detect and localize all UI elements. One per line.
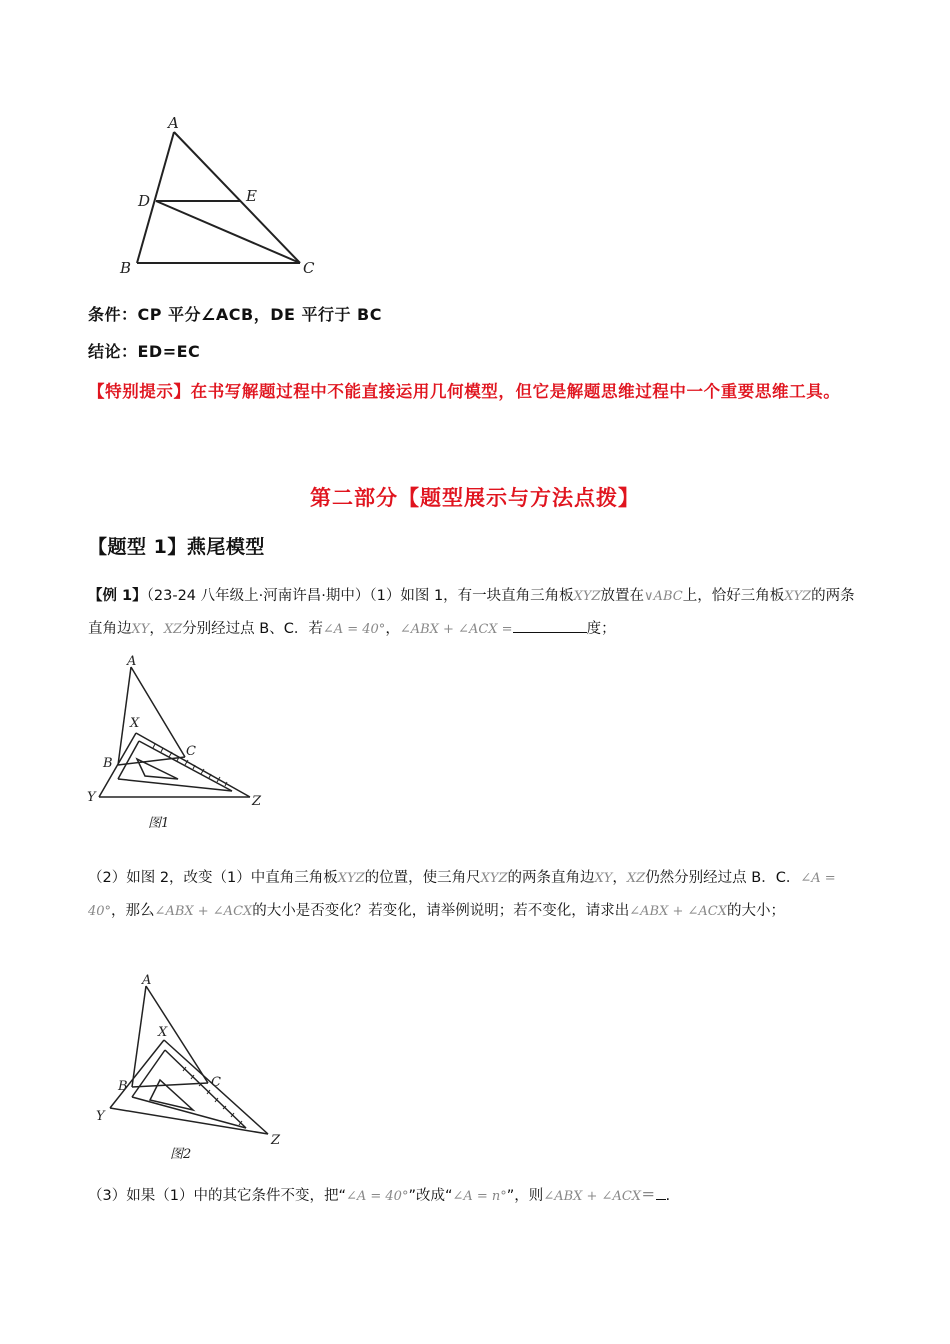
svg-text:Y: Y bbox=[96, 1109, 105, 1124]
svg-text:B: B bbox=[118, 1079, 128, 1094]
svg-text:C: C bbox=[186, 744, 196, 759]
svg-text:B: B bbox=[103, 756, 113, 771]
example-source: （23-24 八年级上·河南许昌·期中） bbox=[146, 588, 370, 604]
svg-text:X: X bbox=[130, 716, 140, 731]
figure-1 bbox=[85, 655, 275, 835]
example-tag: 【例 1】 bbox=[88, 588, 147, 604]
label-b: B bbox=[120, 259, 132, 277]
math-angle-sum: ∠ABX + ∠ACX = bbox=[399, 622, 513, 637]
svg-text:Z: Z bbox=[252, 794, 262, 809]
svg-text:Z: Z bbox=[271, 1133, 281, 1148]
svg-text:C: C bbox=[211, 1075, 221, 1090]
type-title: 【题型 1】燕尾模型 bbox=[88, 536, 265, 558]
conclusion-text: 结论：ED=EC bbox=[88, 342, 201, 361]
triangle-figure-top bbox=[110, 108, 330, 283]
question-part-3: （3）如果（1）中的其它条件不变，把“∠A = 40°”改成“∠A = n°”，则∠ABX + ∠ACX＝ . bbox=[88, 1180, 868, 1213]
math-angle-a: ∠A = 40° bbox=[322, 622, 386, 637]
svg-text:A: A bbox=[142, 973, 152, 988]
question-part-1: 【例 1】（23-24 八年级上·河南许昌·期中）（1）如图 1，有一块直角三角板XYZ放置在∨ABC上，恰好三角板XYZ的两条直角边XY，XZ分别经过点 B、C．若∠A = 40°，∠ABX + ∠ACX = 度； bbox=[88, 588, 855, 637]
answer-blank-3[interactable] bbox=[656, 1185, 666, 1200]
special-tip: 【特别提示】在书写解题过程中不能直接运用几何模型，但它是解题思维过程中一个重要思维工具。 bbox=[88, 382, 841, 401]
label-a: A bbox=[168, 114, 179, 132]
figure-1-caption: 图1 bbox=[148, 816, 170, 831]
figure-2 bbox=[88, 970, 298, 1165]
svg-text:X: X bbox=[158, 1025, 168, 1040]
math-xyz: XYZ bbox=[573, 589, 601, 604]
label-d: D bbox=[138, 192, 151, 210]
segment-dc bbox=[156, 201, 300, 263]
section-title: 第二部分【题型展示与方法点拨】 bbox=[310, 486, 640, 510]
figure-2-caption: 图2 bbox=[170, 1147, 192, 1162]
question-part-2: （2）如图 2，改变（1）中直角三角板XYZ的位置，使三角尺XYZ的两条直角边XY，XZ仍然分别经过点 B．C．∠A = 40°，那么∠ABX + ∠ACX的大小是否变化？若变化，请举例说明；若不变化，请求出∠ABX + ∠ACX的大小； bbox=[88, 870, 836, 919]
label-c: C bbox=[303, 259, 315, 277]
math-abc: ∨ABC bbox=[644, 589, 683, 604]
label-e: E bbox=[246, 187, 257, 205]
condition-text: 条件：CP 平分∠ACB，DE 平行于 BC bbox=[88, 305, 382, 324]
answer-blank[interactable] bbox=[513, 618, 587, 633]
svg-text:Y: Y bbox=[87, 790, 96, 805]
svg-text:A: A bbox=[127, 655, 137, 669]
segment-ac bbox=[174, 132, 300, 263]
